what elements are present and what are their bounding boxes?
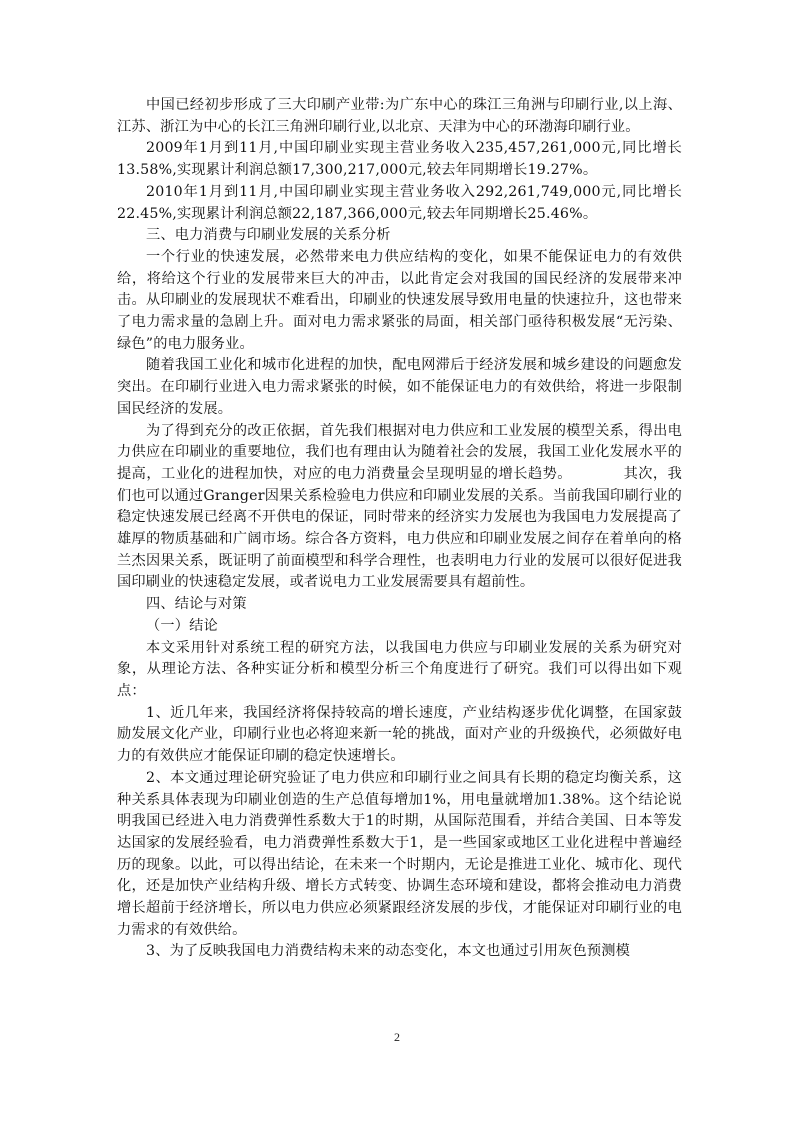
section-heading-4: 四、结论与对策 [146,596,247,613]
paragraph-urbanization: 随着我国工业化和城市化进程的加快，配电网滞后于经济发展和城乡建设的问题愈发突出。在印刷行业进入电力需求紧张的时候，如不能保证电力的有效供给，将进一步限制国民经济的发展。 [117,357,682,417]
paragraph-granger: 为了得到充分的改正依据，首先我们根据对电力供应和工业发展的模型关系，得出电力供应在印刷业的重要地位，我们也有理由认为随着社会的发展，我国工业化发展水平的提高，工业化的进程加快，对应的电力消费量会呈现明显的增长趋势。 其次，我们也可以通过Granger因果关系检验电力供应和印刷业发展的关系。当前我国印刷行业的稳定快速发展已经离不开供电的保证，同时带来的经济实力发展也为我国电力发展提高了雄厚的物质基础和广阔市场。综合各方资料，电力供应和印刷业发展之间存在着单向的格兰杰因果关系，既证明了前面模型和科学合理性，也表明电力行业的发展可以很好促进我国印刷业的快速稳定发展，或者说电力工业发展需要具有超前性。 [117,422,682,591]
subsection-heading-conclusion: （一）结论 [146,617,218,634]
paragraph-point-3: 3、为了反映我国电力消费结构未来的动态变化，本文也通过引用灰色预测模 [146,943,631,960]
paragraph-2010-stats: 2010年1月到11月,中国印刷业实现主营业务收入292,261,749,000元,同比增长22.45%,实现累计利润总额22,187,366,000元,较去年同期增长25.46%。 [117,183,682,222]
paragraph-point-1: 1、近几年来，我国经济将保持较高的增长速度，产业结构逐步优化调整，在国家鼓励发展文化产业，印刷行业也必将迎来新一轮的挑战，面对产业的升级换代，必须做好电力的有效供应才能保证印刷的稳定快速增长。 [117,704,682,765]
paragraph-printing-belts: 中国已经初步形成了三大印刷产业带:为广东中心的珠江三角洲与印刷行业,以上海、江苏、浙江为中心的长江三角洲印刷行业,以北京、天津为中心的环渤海印刷行业。 [117,97,682,135]
paragraph-point-2: 2、本文通过理论研究验证了电力供应和印刷行业之间具有长期的稳定均衡关系，这种关系具体表现为印刷业创造的生产总值每增加1%，用电量就增加1.38%。这个结论说明我国已经进入电力消费弹性系数大于1的时期，从国际范围看，并结合美国、日本等发达国家的发展经验看，电力消费弹性系数大于1，是一些国家或地区工业化进程中普遍经历的现象。以此，可以得出结论，在未来一个时期内，无论是推进工业化、城市化、现代化，还是加快产业结构升级、增长方式转变、协调生态环境和建设，都将会推动电力消费增长超前于经济增长，所以电力供应必须紧跟经济发展的步伐，才能保证对印刷行业的电力需求的有效供给。 [117,769,682,938]
document-body [117,95,682,963]
section-heading-3: 三、电力消费与印刷业发展的关系分析 [146,227,391,244]
paragraph-method: 本文采用针对系统工程的研究方法，以我国电力供应与印刷业发展的关系为研究对象，从理论方法、各种实证分析和模型分析三个角度进行了研究。我们可以得出如下观点： [117,639,682,699]
paragraph-industry-growth: 一个行业的快速发展，必然带来电力供应结构的变化，如果不能保证电力的有效供给，将给这个行业的发展带来巨大的冲击，以此肯定会对我国的国民经济的发展带来冲击。从印刷业的发展现状不难看出，印刷业的快速发展导致用电量的快速拉升，这也带来了电力需求量的急剧上升。面对电力需求紧张的局面，相关部门亟待积极发展“无污染、绿色”的电力服务业。 [117,248,682,352]
paragraph-2009-stats: 2009年1月到11月,中国印刷业实现主营业务收入235,457,261,000元,同比增长13.58%,实现累计利润总额17,300,217,000元,较去年同期增长19.27%。 [117,140,682,179]
page-number: 2 [394,1030,400,1044]
